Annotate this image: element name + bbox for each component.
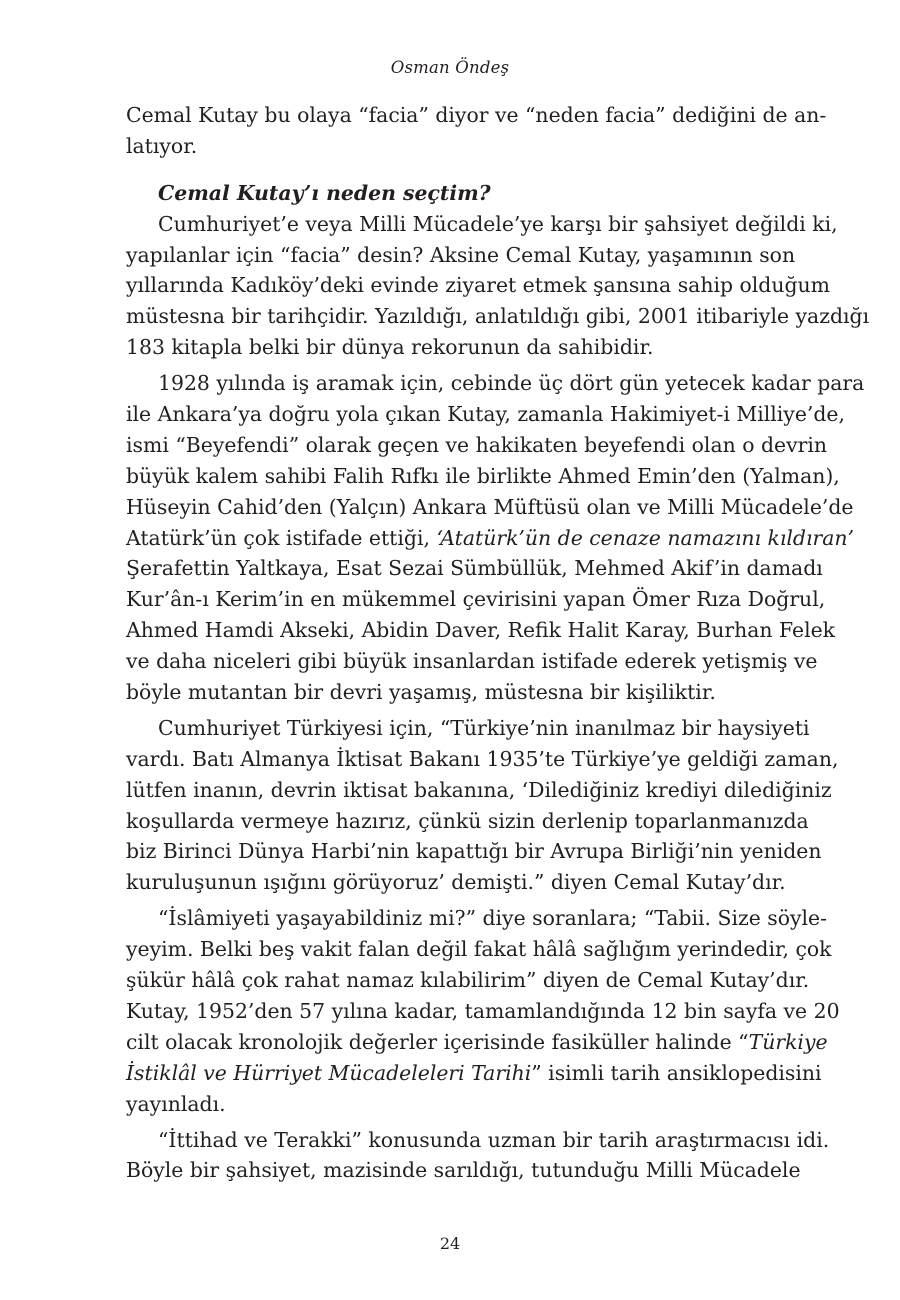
- text-line: Cemal Kutay bu olaya “facia” diyor ve “neden facia” dediğini de an-: [126, 103, 827, 127]
- paragraph-6: [126, 1125, 830, 1187]
- text-line: vardı. Batı Almanya İktisat Bakanı 1935’te Türkiye’ye geldiği zaman,: [126, 746, 839, 771]
- text-line: [126, 1058, 822, 1089]
- italic-title: Türkiye: [748, 1029, 828, 1054]
- text-line: büyük kalem sahibi Falih Rıfkı ile birlikte Ahmed Emin’den (Yalman),: [126, 463, 840, 488]
- running-head-author: Osman Öndeş: [390, 58, 510, 77]
- text-line: 1928 yılında iş aramak için, cebinde üç dört gün yetecek kadar para: [158, 371, 865, 396]
- paragraph-5: [126, 903, 840, 1119]
- paragraph-3: [126, 368, 865, 708]
- text-line: yapılanlar için “facia” desin? Aksine Cemal Kutay, yaşamının son: [126, 242, 796, 267]
- text-line: “İslâmiyeti yaşayabildiniz mi?” diye soranlara; “Tabii. Size söyle-: [158, 906, 828, 931]
- text-line: kuruluşunun ışığını görüyoruz’ demişti.” diyen Cemal Kutay’dır.: [126, 870, 786, 895]
- text-line: 183 kitapla belki bir dünya rekorunun da sahibidir.: [126, 335, 654, 360]
- text-line: ismi “Beyefendi” olarak geçen ve hakikaten beyefendi olan o devrin: [126, 432, 828, 457]
- body-text: [126, 100, 870, 1186]
- text-line: biz Birinci Dünya Harbi’nin kapattığı bir Avrupa Birliği’nin yeniden: [126, 839, 822, 864]
- text-line: Cumhuriyet Türkiyesi için, “Türkiye’nin inanılmaz bir haysiyeti: [158, 715, 810, 740]
- text-line: [126, 523, 855, 554]
- italic-title: İstiklâl ve Hürriyet Mücadeleleri Tarihi: [126, 1060, 532, 1085]
- page-number: 24: [439, 1234, 461, 1253]
- text-line: Kur’ân-ı Kerim’in en mükemmel çevirisini yapan Ömer Rıza Doğrul,: [126, 587, 826, 612]
- text-line: koşullarda vermeye hazırız, çünkü sizin derlenip toparlanmanızda: [126, 808, 809, 833]
- text-run: Atatürk’ün çok istifade ettiği,: [126, 525, 437, 550]
- paragraph-4: [126, 713, 839, 898]
- text-run: ” isimli tarih ansiklopedisini: [531, 1060, 822, 1085]
- text-line: Hüseyin Cahid’den (Yalçın) Ankara Müftüsü olan ve Milli Mücadele’de: [126, 494, 854, 519]
- italic-quote: ‘Atatürk’ün de cenaze namazını kıldıran’: [436, 525, 855, 550]
- text-line: Kutay, 1952’den 57 yılına kadar, tamamlandığında 12 bin sayfa ve 20: [126, 998, 840, 1023]
- text-line: latıyor.: [126, 133, 198, 158]
- text-line: [126, 1027, 828, 1058]
- text-line: şükür hâlâ çok rahat namaz kılabilirim” diyen de Cemal Kutay’dır.: [126, 968, 810, 993]
- text-line: böyle mutantan bir devri yaşamış, müstesna bir kişiliktir.: [126, 680, 716, 705]
- paragraph-2: [126, 209, 870, 363]
- text-line: müstesna bir tarihçidir. Yazıldığı, anlatıldığı gibi, 2001 itibariyle yazdığı: [126, 304, 870, 329]
- text-line: yeyim. Belki beş vakit falan değil fakat hâlâ sağlığım yerindedir, çok: [126, 937, 832, 962]
- text-line: Böyle bir şahsiyet, mazisinde sarıldığı, tutunduğu Milli Mücadele: [126, 1158, 801, 1183]
- text-line: Cumhuriyet’e veya Milli Mücadele’ye karşı bir şahsiyet değildi ki,: [158, 211, 838, 236]
- text-line: Ahmed Hamdi Akseki, Abidin Daver, Refik Halit Karay, Burhan Felek: [126, 618, 836, 643]
- text-line: Şerafettin Yaltkaya, Esat Sezai Sümbüllük, Mehmed Akif’in damadı: [126, 556, 823, 581]
- text-line: lütfen inanın, devrin iktisat bakanına, ‘Dilediğiniz krediyi dilediğiniz: [126, 777, 832, 802]
- text-line: ve daha niceleri gibi büyük insanlardan istifade ederek yetişmiş ve: [126, 649, 818, 674]
- text-line: “İttihad ve Terakki” konusunda uzman bir tarih araştırmacısı idi.: [158, 1127, 830, 1152]
- paragraph-1: [126, 100, 827, 162]
- text-line: yıllarında Kadıköy’deki evinde ziyaret etmek şansına sahip olduğum: [126, 273, 831, 298]
- text-line: yayınladı.: [126, 1091, 226, 1116]
- section-heading: Cemal Kutay’ı neden seçtim?: [158, 180, 491, 205]
- text-run: cilt olacak kronolojik değerler içerisinde fasiküller halinde “: [126, 1029, 749, 1054]
- text-line: ile Ankara’ya doğru yola çıkan Kutay, zamanla Hakimiyet-i Milliye’de,: [126, 402, 845, 427]
